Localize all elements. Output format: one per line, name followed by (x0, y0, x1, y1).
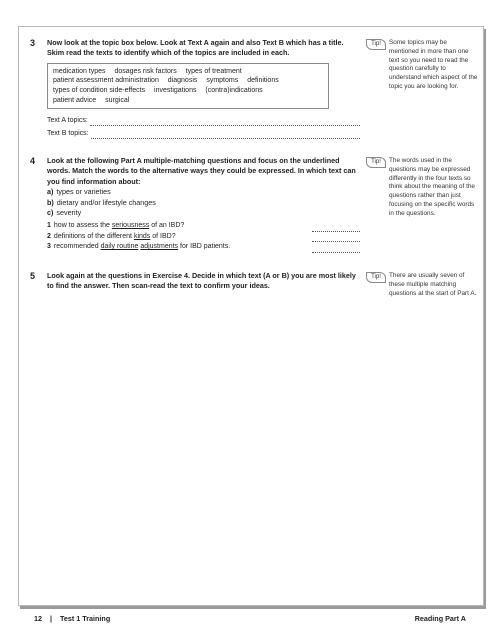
tip-badge: Tip! (366, 272, 386, 283)
text-b-answer-line[interactable] (91, 130, 360, 139)
tip-badge: Tip! (366, 157, 386, 168)
topic-item: surgical (105, 96, 130, 104)
exercise-number: 3 (30, 38, 36, 48)
topic-line (53, 96, 323, 106)
text-a-topics-row[interactable] (47, 115, 360, 126)
question-row: 2 definitions of the different kinds of IBD? (47, 232, 360, 242)
option-item: c) severity (47, 208, 82, 218)
topic-item: medication types (53, 67, 106, 75)
answer-line[interactable] (312, 245, 360, 253)
exercise-instruction: Look again at the questions in Exercise 4. Decide in which text (A or B) you are most likely to find the answer. Then scan-read the text to confirm your ideas. (47, 271, 356, 291)
topic-box (47, 63, 329, 109)
tip-exercise-4 (366, 157, 478, 219)
tip-exercise-5 (366, 272, 478, 298)
exercise-number: 4 (30, 156, 36, 166)
exercise-number: 5 (30, 271, 36, 281)
exercise-instruction: Now look at the topic box below. Look at Text A again and also Text B which has a title. Skim read the texts to identify which of the topics are included in each. (47, 38, 344, 58)
exercise-3 (30, 38, 360, 139)
option-list (47, 187, 360, 218)
answer-line[interactable] (312, 234, 360, 242)
exercise-instruction: Look at the following Part A multiple-matching questions and focus on the underlined words. Match the words to the alternative ways they could be expressed. In which text can you find information about: (47, 156, 356, 186)
tip-badge: Tip! (366, 39, 386, 50)
answer-line[interactable] (312, 224, 360, 232)
topic-item: types of treatment (185, 67, 242, 75)
topic-line (53, 67, 323, 77)
question-row: 3 recommended daily routine adjustments for IBD patients. (47, 242, 360, 252)
topic-item: (contra)indications (205, 87, 263, 94)
topic-item: diagnosis (167, 77, 198, 85)
option-item: b) dietary and/or lifestyle changes (47, 197, 156, 207)
tip-text: The words used in the questions may be expressed differently in the four texts so think about the meaning of the questions rather than just focusing on the specific words in the questions. (389, 157, 475, 217)
footer-part: Reading Part A (414, 614, 466, 623)
topic-item: types of condition side-effects (53, 87, 146, 94)
topic-item: symptoms (206, 77, 239, 85)
topic-item: definitions (247, 77, 279, 85)
footer-left (34, 614, 110, 623)
question-row: 1 how to assess the seriousness of an IBD? (47, 221, 360, 231)
topic-item: dosages risk factors (114, 67, 177, 75)
tip-text: There are usually seven of these multiple matching questions at the start of Part A. (389, 272, 477, 297)
page-number: 12 (34, 614, 42, 623)
topic-item: investigations (154, 87, 197, 94)
footer-right (415, 614, 466, 623)
topic-item: patient advice (53, 96, 97, 104)
topic-line (53, 76, 323, 86)
exercise-4 (30, 156, 360, 253)
text-b-topics-label: Text B topics: (47, 130, 89, 138)
text-b-topics-row[interactable] (47, 128, 360, 139)
text-a-answer-line[interactable] (90, 117, 360, 126)
exercise-5 (30, 271, 360, 292)
text-a-topics-label: Text A topics: (47, 117, 88, 125)
footer-separator: | (50, 614, 53, 623)
topic-line (53, 86, 323, 96)
topic-item: patient assessment administration (53, 77, 159, 85)
footer-section: Test 1 Training (60, 614, 111, 623)
option-item: a) types or varieties (47, 187, 111, 197)
tip-text: Some topics may be mentioned in more than one text so you need to read the question carefully to understand which aspect of the topic you are looking for. (389, 39, 478, 90)
tip-exercise-3 (366, 39, 478, 92)
